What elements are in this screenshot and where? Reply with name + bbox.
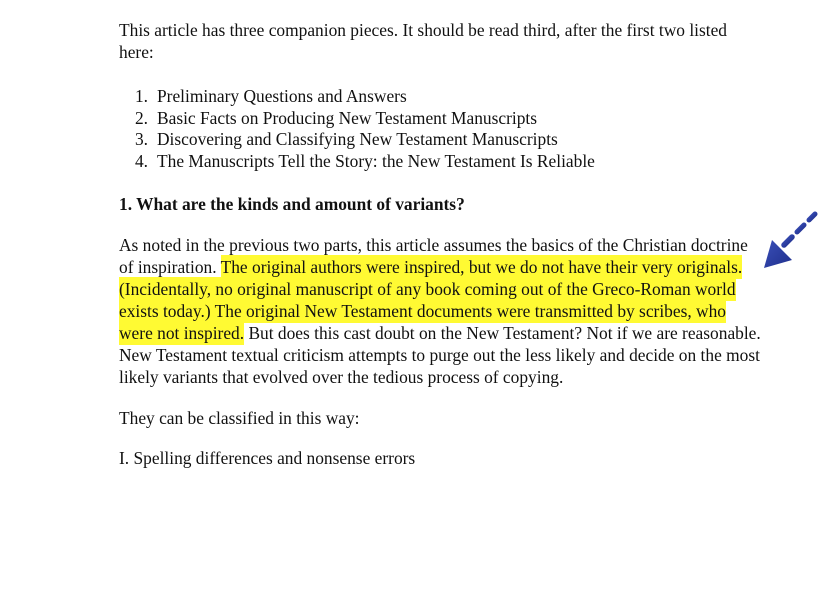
- body-paragraph: [119, 234, 764, 388]
- list-number: 4.: [134, 150, 148, 171]
- list-number: 2.: [134, 107, 148, 128]
- companion-list: [119, 85, 764, 171]
- subsection-heading: I. Spelling differences and nonsense errors: [119, 448, 416, 468]
- highlighted-text: The original authors were inspired, but we do not have their very originals. (Incidentally, no original manuscript of any book coming out of the Greco-Roman world exists today.) The original New Testament documents were transmitted by scribes, who were not inspired.: [119, 257, 743, 343]
- list-text: The Manuscripts Tell the Story: the New Testament Is Reliable: [157, 150, 595, 171]
- section-heading: 1. What are the kinds and amount of variants?: [119, 194, 465, 214]
- dashed-arrow-icon: [760, 208, 822, 276]
- paragraph-text-after: But does this cast doubt on the New Testament? Not if we are reasonable. New Testament textual criticism attempts to purge out the less likely and decide on the most likely variants that evolved over the tedious process of copying.: [119, 323, 761, 387]
- classify-paragraph: They can be classified in this way:: [119, 408, 360, 428]
- document-page: [119, 19, 764, 469]
- list-number: 1.: [134, 86, 148, 106]
- list-item: [119, 128, 764, 150]
- list-text: Preliminary Questions and Answers: [157, 86, 407, 106]
- list-item: [119, 85, 764, 107]
- paragraph-text-before: As noted in the previous two parts, this article assumes the basics of the Christian doctrine of inspiration.: [119, 235, 748, 277]
- list-number: 3.: [134, 129, 148, 149]
- list-text: Basic Facts on Producing New Testament Manuscripts: [157, 107, 538, 128]
- list-text: Discovering and Classifying New Testament Manuscripts: [157, 129, 558, 149]
- list-item: [119, 107, 764, 129]
- intro-paragraph: This article has three companion pieces. It should be read third, after the first two listed here:: [119, 20, 727, 62]
- list-item: [119, 150, 764, 172]
